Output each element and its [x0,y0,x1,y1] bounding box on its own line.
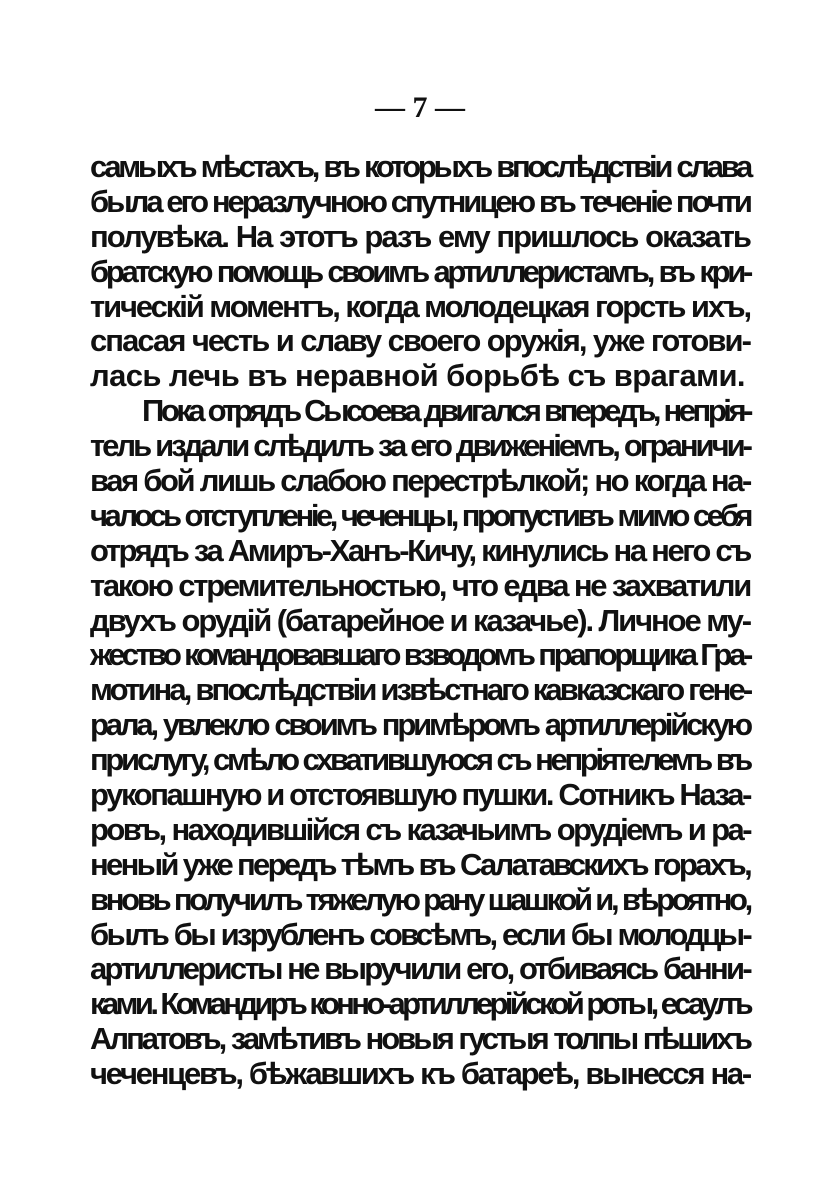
text-line: полувѣка. На этотъ разъ ему пришлось оказать [90,218,750,254]
text-line: вновь получилъ тяжелую рану шашкой и, вѣроятно, [90,881,750,917]
text-line: рала, увлекло своимъ примѣромъ артиллерійскую [90,707,750,743]
text-line: тель издали слѣдилъ за его движеніемъ, ограничи- [90,428,750,464]
text-line: ровъ, находившійся съ казачьимъ орудіемъ и ра- [90,811,750,847]
text-line: мотина, впослѣдствіи извѣстнаго кавказскаго гене- [90,672,751,708]
text-line: артиллеристы не выручили его, отбиваясь банни- [90,951,750,987]
text-line: жество командовавшаго взводомъ прапорщика Гра- [90,637,750,673]
text-line: рукопашную и отстоявшую пушки. Сотникъ Наза- [90,777,750,813]
text-line: ками. Командиръ конно-артиллерійской роты, есаулъ [90,986,750,1022]
text-line: лась лечь въ неравной борьбѣ съ врагами. [90,358,745,394]
page-number: — 7 — [375,91,465,124]
text-line: чеченцевъ, бѣжавшихъ къ батареѣ, вынесся на- [90,1056,750,1092]
text-line: двухъ орудій (батарейное и казачье). Личное му- [90,602,750,638]
text-line: спасая честь и славу своего оружія, уже готови- [90,323,750,359]
text-line: была его неразлучною спутницею въ теченіе почти [90,183,750,219]
text-line: Алпатовъ, замѣтивъ новыя густыя толпы пѣшихъ [90,1021,750,1057]
text-line: Пока отрядъ Сысоева двигался впередъ, непрія- [142,393,750,429]
text-line: вая бой лишь слабою перестрѣлкой; но когда на- [90,463,750,499]
text-line: отрядъ за Амиръ-Ханъ-Кичу, кинулись на него съ [90,532,750,568]
text-line: былъ бы изрубленъ совсѣмъ, если бы молодцы- [90,916,750,952]
text-line: неный уже передъ тѣмъ въ Салатавскихъ горахъ, [90,846,750,882]
text-line: прислугу, смѣло схватившуюся съ непріятелемъ въ [90,742,750,778]
text-line: самыхъ мѣстахъ, въ которыхъ впослѣдствіи слава [90,149,750,184]
text-line: чалось отступленіе, чеченцы, пропустивъ мимо себя [90,497,750,533]
text-line: тическій моментъ, когда молодецкая горсть ихъ, [90,288,750,324]
body-text [90,150,750,1092]
text-line: такою стремительностью, что едва не захватили [90,567,750,603]
paragraph-2 [90,394,750,1092]
paragraph-1 [90,150,750,394]
text-line: братскую помощь своимъ артиллеристамъ, въ кри- [90,253,750,289]
